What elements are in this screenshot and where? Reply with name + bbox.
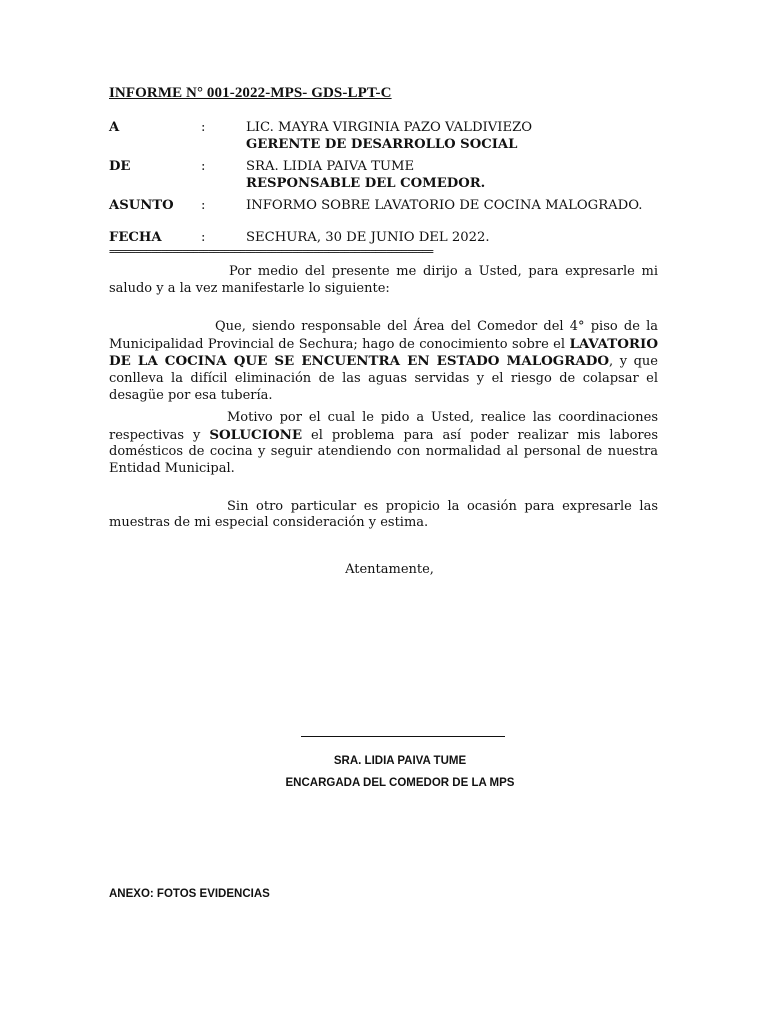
- to-position: GERENTE DE DESARROLLO SOCIAL: [246, 137, 518, 152]
- document-body: [109, 85, 658, 577]
- request-text-start: Motivo por el cual le pido a Usted, realice las coordinaciones respectivas y: [109, 410, 658, 443]
- from-position: RESPONSABLE DEL COMEDOR.: [246, 176, 486, 191]
- subject-value: INFORMO SOBRE LAVATORIO DE COCINA MALOGRADO.: [246, 198, 643, 213]
- request-text-end: el problema para así poder realizar mis labores domésticos de cocina y seguir atendiendo con normalidad al personal de nuestra Entidad Municipal.: [109, 427, 658, 476]
- signature-line: [301, 736, 505, 737]
- separator-line: ==============================================================: [109, 247, 433, 257]
- header-row-from: [109, 158, 658, 192]
- subject-label: ASUNTO: [109, 198, 174, 213]
- header-row-to: [109, 119, 658, 153]
- request-text-highlight: SOLUCIONE: [209, 426, 303, 443]
- to-name: LIC. MAYRA VIRGINIA PAZO VALDIVIEZO: [246, 120, 533, 135]
- from-name: SRA. LIDIA PAIVA TUME: [246, 159, 415, 174]
- annex-note: ANEXO: FOTOS EVIDENCIAS: [109, 888, 270, 900]
- closing-text: Atentamente,: [345, 561, 434, 577]
- report-title: INFORME N° 001-2022-MPS- GDS-LPT-C: [109, 85, 392, 101]
- header-row-date: [109, 229, 658, 246]
- signature-role: ENCARGADA DEL COMEDOR DE LA MPS: [285, 777, 515, 789]
- to-value: [246, 119, 658, 153]
- header-row-subject: [109, 197, 658, 214]
- from-colon: :: [201, 159, 206, 174]
- paragraph-farewell: Sin otro particular es propicio la ocasión para expresarle las muestras de mi especial consideración y estima.: [109, 498, 658, 531]
- report-text-start: Que, siendo responsable del Área del Comedor del 4° piso de la Municipalidad Provincial de Sechura; hago de conocimiento sobre el: [109, 319, 658, 352]
- date-colon: :: [201, 230, 206, 245]
- paragraph-greeting: Por medio del presente me dirijo a Usted, para expresarle mi saludo y a la vez manifestarle lo siguiente:: [109, 264, 658, 296]
- report-text-end: , y que conlleva la difícil eliminación de las aguas servidas y el riesgo de colapsar el desagüe por esa tubería.: [109, 354, 658, 403]
- date-value: SECHURA, 30 DE JUNIO DEL 2022.: [246, 230, 490, 245]
- to-label: A: [109, 120, 120, 135]
- date-label: FECHA: [109, 230, 162, 245]
- from-label: DE: [109, 159, 131, 174]
- signature-name: SRA. LIDIA PAIVA TUME: [333, 755, 467, 767]
- paragraph-report: [109, 319, 658, 404]
- subject-colon: :: [201, 198, 206, 213]
- report-text-highlight: LAVATORIO DE LA COCINA QUE SE ENCUENTRA EN ESTADO MALOGRADO: [109, 335, 658, 370]
- from-value: [246, 158, 658, 192]
- paragraph-request: [109, 410, 658, 477]
- to-colon: :: [201, 120, 206, 135]
